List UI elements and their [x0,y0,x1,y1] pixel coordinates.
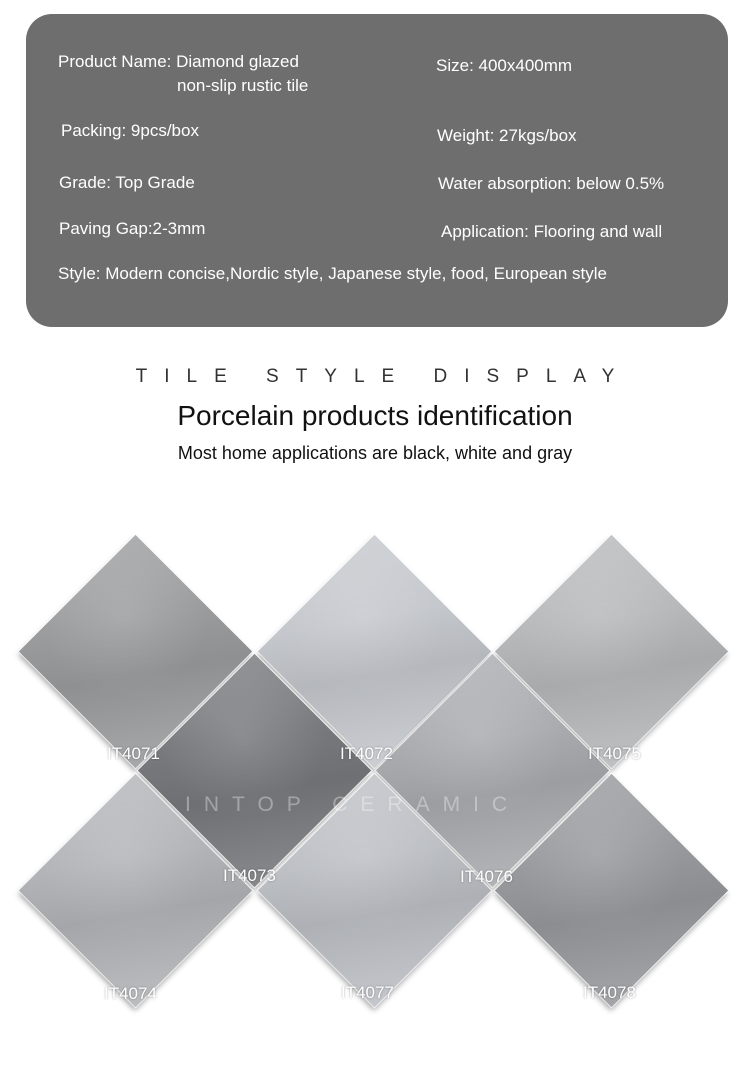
spec-grade: Grade: Top Grade [59,173,195,192]
section-title: Porcelain products identification [177,400,573,431]
product-spec-panel [26,14,728,327]
spec-product-name-line2: non-slip rustic tile [177,76,309,95]
tile-code-it4077: IT4077 [341,983,394,1002]
spec-application: Application: Flooring and wall [441,222,663,241]
spec-water-absorption: Water absorption: below 0.5% [438,174,665,193]
tile-display [0,540,750,1071]
tile-code-it4074: IT4074 [104,984,157,1003]
tile-code-it4076: IT4076 [460,867,513,886]
tile-code-it4073: IT4073 [223,866,276,885]
spec-weight: Weight: 27kgs/box [437,126,577,145]
spec-product-name [58,50,308,98]
tile-code-it4072: IT4072 [340,744,393,763]
section-kicker: TILE STYLE DISPLAY [135,366,632,387]
tile-code-it4075: IT4075 [588,744,641,763]
spec-style: Style: Modern concise,Nordic style, Japanese style, food, European style [58,264,608,283]
tile-code-it4071: IT4071 [107,744,160,763]
tile-code-it4078: IT4078 [583,983,636,1002]
spec-size: Size: 400x400mm [436,56,573,75]
spec-paving-gap: Paving Gap:2-3mm [59,219,206,238]
section-subtitle: Most home applications are black, white and gray [177,443,573,463]
spec-packing: Packing: 9pcs/box [61,121,199,140]
watermark: INTOP CERAMIC [185,793,521,816]
spec-product-name-line1: Product Name: Diamond glazed [58,52,299,71]
